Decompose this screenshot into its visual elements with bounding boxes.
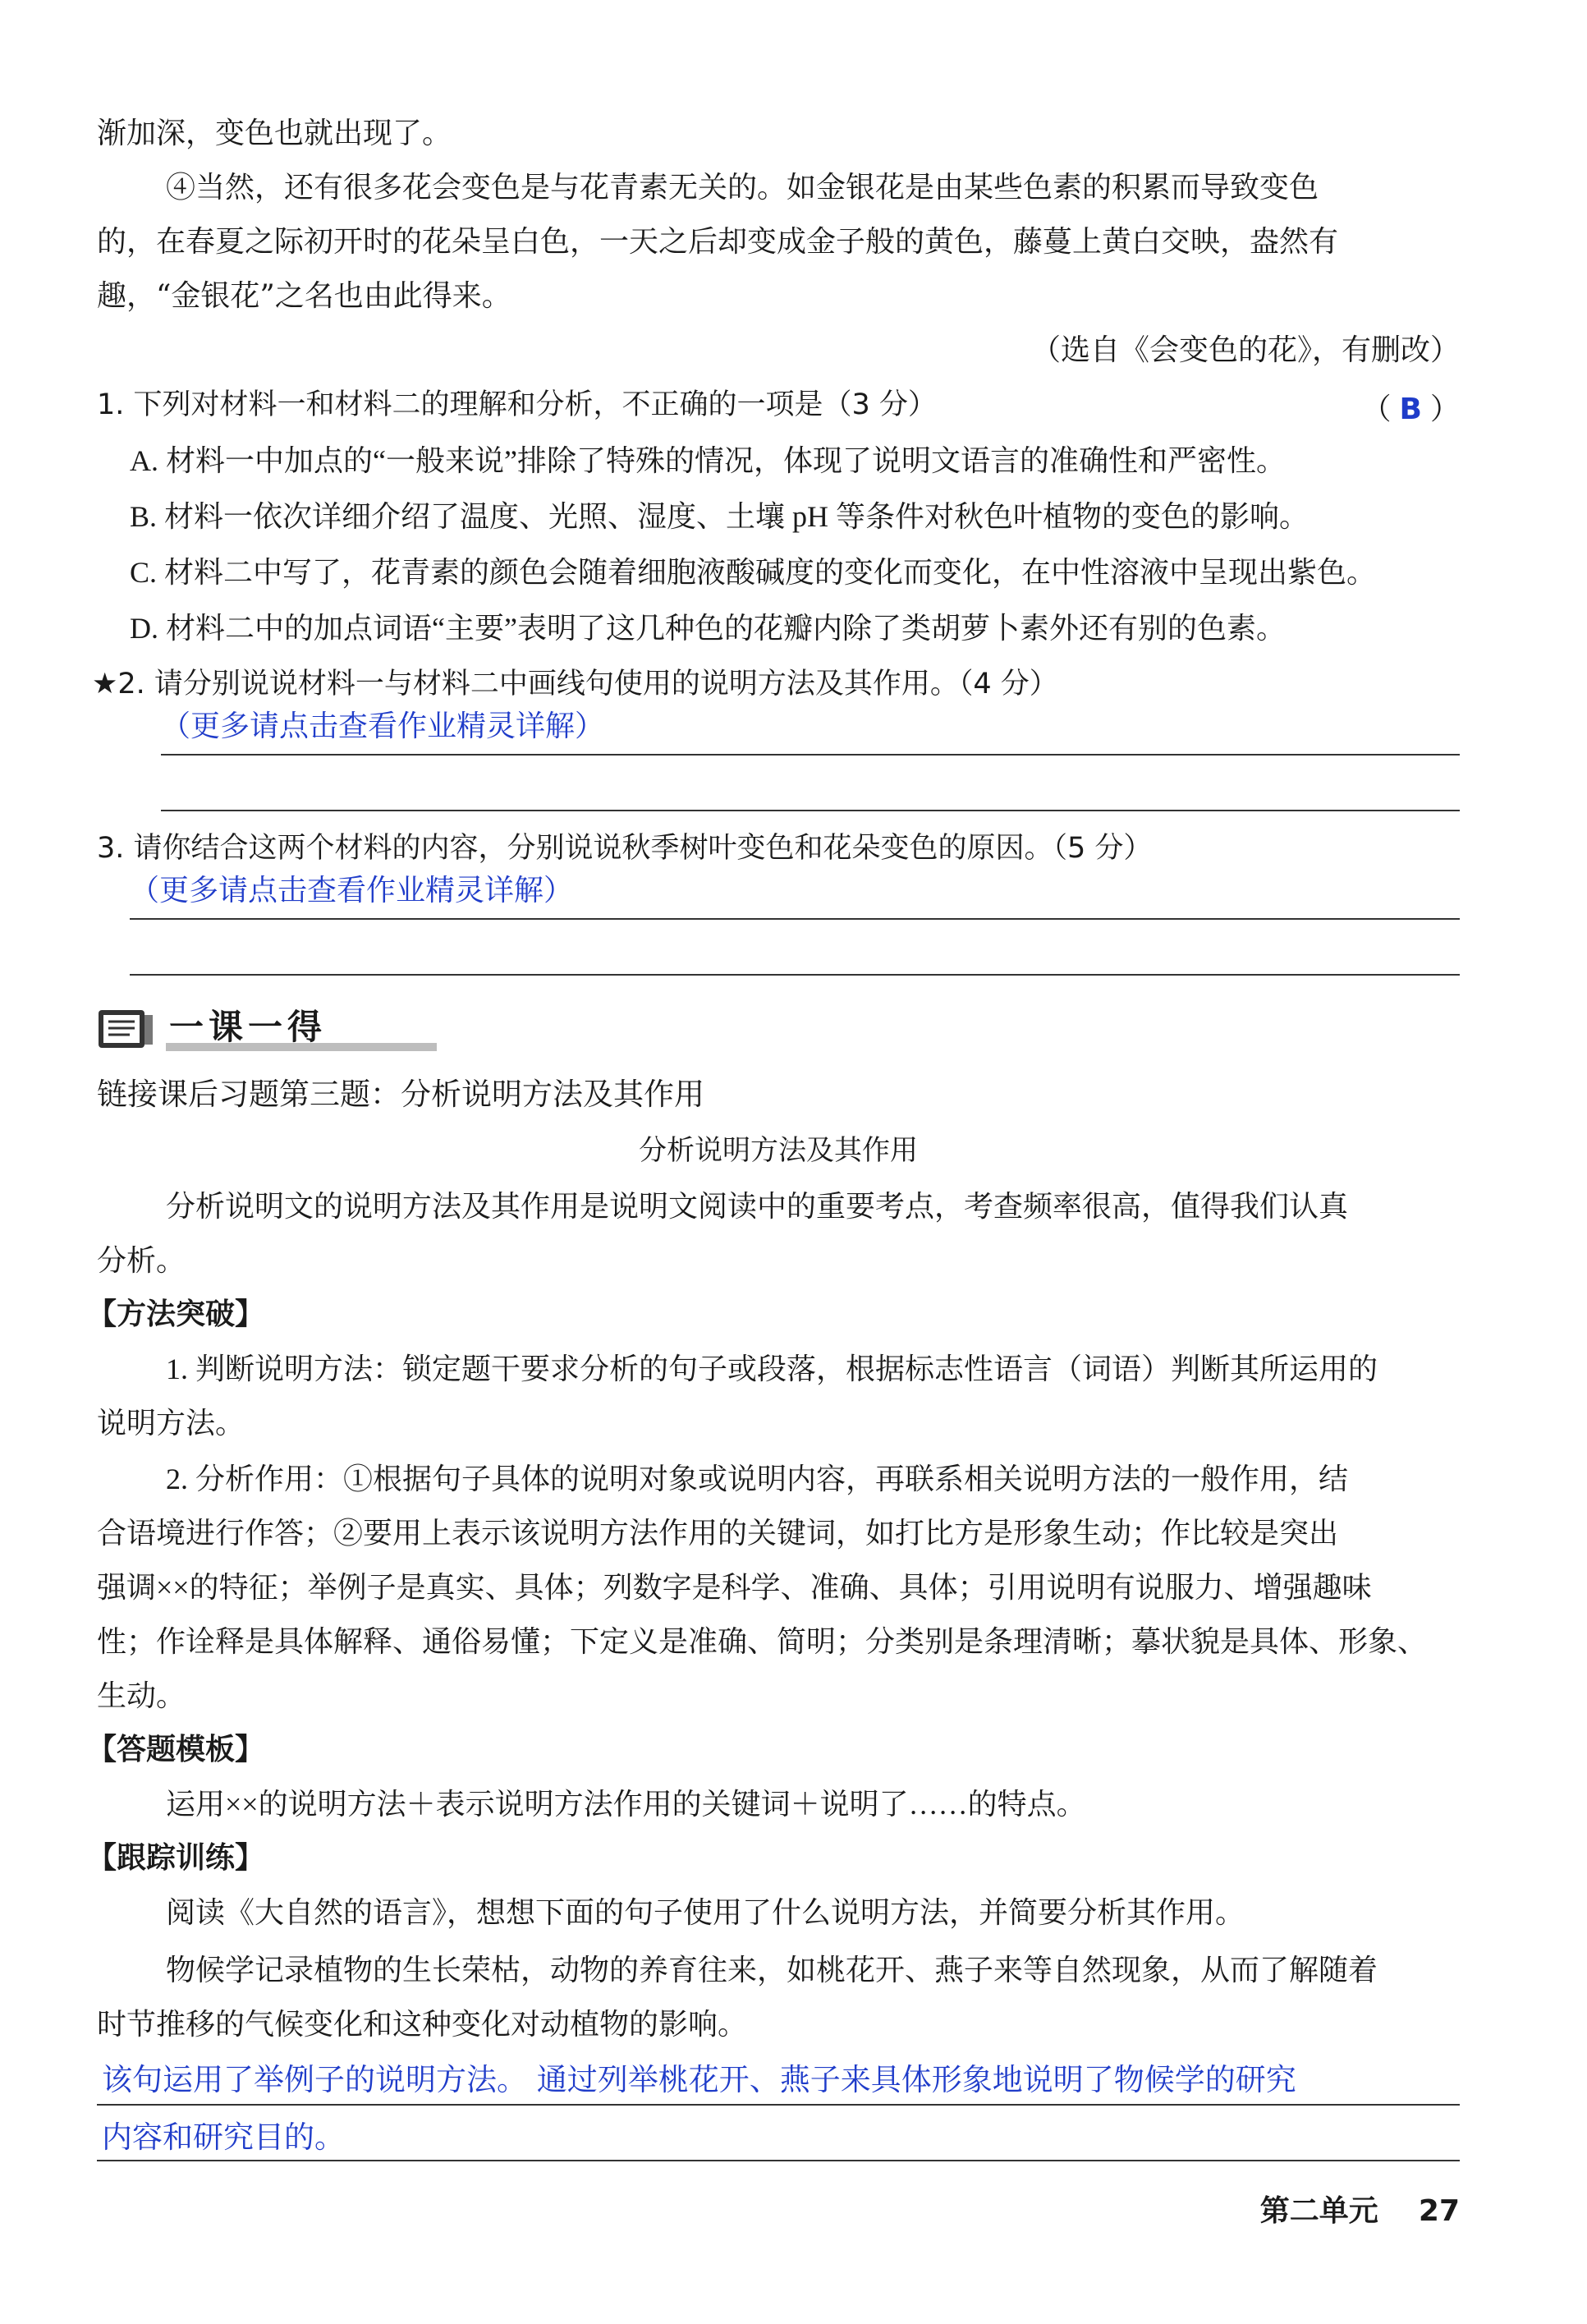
answer-line (97, 2160, 1460, 2161)
method2-line1: 2. 分析作用：①根据句子具体的说明对象或说明内容，再联系相关说明方法的一般作用，结 (166, 1463, 1349, 1495)
method2-line2: 合语境进行作答；②要用上表示该说明方法作用的关键词，如打比方是形象生动；作比较是突出 (97, 1517, 1339, 1550)
method-label: 【方法突破】 (87, 1297, 265, 1331)
section-title: 一课一得 (169, 1007, 328, 1047)
template-label: 【答题模板】 (87, 1733, 265, 1766)
intro-line2: 分析。 (97, 1244, 186, 1277)
question-3-detail-link[interactable]: （更多请点击查看作业精灵详解） (130, 874, 574, 907)
option-b: B. 材料一依次详细介绍了温度、光照、湿度、土壤 pH 等条件对秋色叶植物的变色的影响。 (130, 500, 1310, 533)
passage-para4-line3: 趣，“金银花”之名也由此得来。 (97, 279, 511, 313)
method1-line1: 1. 判断说明方法：锁定题干要求分析的句子或段落，根据标志性语言（词语）判断其所运用的 (166, 1353, 1378, 1385)
option-d: D. 材料二中的加点词语“主要”表明了这几种色的花瓣内除了类胡萝卜素外还有别的色素。 (130, 612, 1286, 645)
notebook-icon (97, 1007, 156, 1051)
passage-para4-line1: ④当然，还有很多花会变色是与花青素无关的。如金银花是由某些色素的积累而导致变色 (166, 171, 1319, 204)
practice-line3: 时节推移的气候变化和这种变化对动植物的影响。 (97, 2008, 748, 2041)
question-2-text: ★2. 请分别说说材料一与材料二中画线句使用的说明方法及其作用。（4 分） (92, 668, 1058, 700)
answer-line (161, 754, 1460, 756)
intro-line1: 分析说明文的说明方法及其作用是说明文阅读中的重要考点，考查频率很高，值得我们认真 (166, 1190, 1349, 1223)
passage-line: 渐加深，变色也就出现了。 (97, 117, 452, 150)
answer-line (130, 918, 1460, 920)
method1-line2: 说明方法。 (97, 1407, 245, 1440)
passage-para4-line2: 的，在春夏之际初开时的花朵呈白色，一天之后却变成金子般的黄色，藤蔓上黄白交映，盎然有 (97, 225, 1339, 259)
answer-bracket-open: （ (1361, 393, 1392, 426)
question-3-text: 3. 请你结合这两个材料的内容，分别说说秋季树叶变色和花朵变色的原因。（5 分） (97, 832, 1153, 865)
passage-source: （选自《会变色的花》，有删改） (1030, 333, 1460, 367)
practice-answer-line2: 内容和研究目的。 (102, 2120, 345, 2155)
answer-line (161, 810, 1460, 811)
practice-line2: 物候学记录植物的生长荣枯，动物的养育往来，如桃花开、燕子来等自然现象，从而了解随着 (166, 1954, 1378, 1986)
practice-label: 【跟踪训练】 (87, 1841, 265, 1875)
answer-letter: B (1399, 393, 1422, 426)
answer-line (97, 2104, 1460, 2106)
question-2-detail-link[interactable]: （更多请点击查看作业精灵详解） (161, 710, 605, 743)
section-heading (97, 1000, 360, 1058)
method2-line3: 强调××的特征；举例子是真实、具体；列数字是科学、准确、具体；引用说明有说服力、增强趣味 (97, 1571, 1372, 1604)
page-footer (1260, 2184, 1460, 2239)
answer-bracket-close: ） (1429, 393, 1460, 426)
answer-line (130, 974, 1460, 976)
link-title: 链接课后习题第三题：分析说明方法及其作用 (97, 1077, 704, 1112)
template-text: 运用××的说明方法＋表示说明方法作用的关键词＋说明了……的特点。 (166, 1788, 1086, 1821)
option-a: A. 材料一中加点的“一般来说”排除了特殊的情况，体现了说明文语言的准确性和严密性。 (130, 444, 1286, 477)
center-title: 分析说明方法及其作用 (639, 1134, 918, 1167)
method2-line4: 性；作诠释是具体解释、通俗易懂；下定义是准确、简明；分类别是条理清晰；摹状貌是具体、形象、 (97, 1625, 1428, 1658)
question-1-text: 1. 下列对材料一和材料二的理解和分析，不正确的一项是（3 分） (97, 388, 937, 421)
unit-label: 第二单元 (1259, 2194, 1378, 2228)
method2-line5: 生动。 (97, 1679, 186, 1712)
practice-line1: 阅读《大自然的语言》，想想下面的句子使用了什么说明方法，并简要分析其作用。 (166, 1896, 1245, 1929)
practice-answer-line1: 该句运用了举例子的说明方法。 通过列举桃花开、燕子来具体形象地说明了物候学的研究 (102, 2062, 1296, 2097)
option-c: C. 材料二中写了，花青素的颜色会随着细胞液酸碱度的变化而变化，在中性溶液中呈现出紫色。 (130, 556, 1377, 589)
question-1-answer (1362, 383, 1460, 437)
page-number: 27 (1418, 2194, 1460, 2228)
